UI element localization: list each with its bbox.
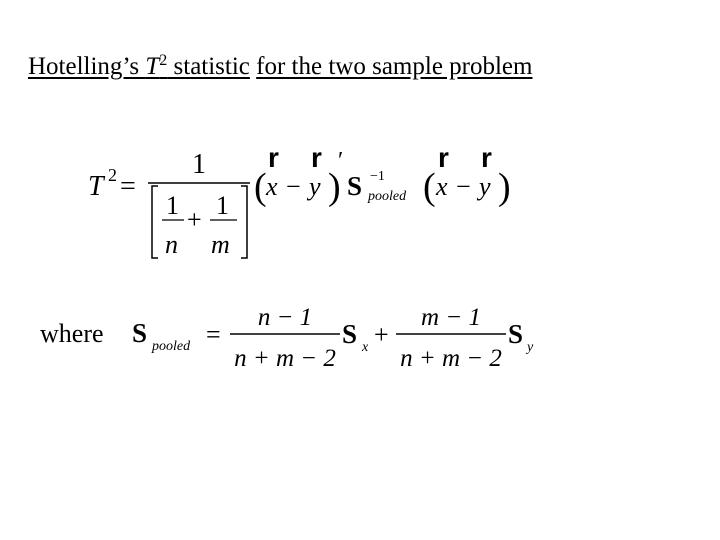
eq1-left-paren: ( [254,166,267,208]
equation-s-pooled [40,304,534,372]
eq2-S-x: S [342,319,358,349]
title-prefix: Hotelling’s [28,53,146,80]
eq1-right-bracket [241,186,247,258]
eq1-y: y [309,172,321,201]
eq1-equals: = [120,171,136,202]
eq1-minus-2: − [456,172,471,201]
title-superscript: 2 [159,52,168,69]
eq2-S: S [132,318,148,348]
eq2-pooled-subscript: pooled [152,339,191,354]
eq2-subscript-x: x [362,340,369,355]
eq1-pooled-subscript: pooled [368,189,407,204]
eq1-arrow-x: r [268,142,279,173]
eq1-one-b: 1 [216,191,229,220]
eq1-lhs-sup: 2 [108,165,117,185]
eq2-numerator-1: n − 1 [257,304,313,331]
eq2-where: where [40,319,104,348]
eq2-denominator-2: n + m − 2 [400,345,502,372]
eq1-one-a: 1 [166,191,179,220]
title-T: T [145,53,160,80]
eq1-left-bracket [152,186,158,258]
equation-t2 [88,142,511,259]
eq2-denominator-1: n + m − 2 [234,345,336,372]
eq2-S-y: S [508,319,524,349]
eq1-plus: + [187,205,202,234]
eq1-arrow-x-2: r [438,142,449,173]
eq1-lhs-T: T [88,171,104,202]
eq2-subscript-y: y [527,340,534,355]
title-statistic-word: statistic [167,53,250,80]
eq1-x-2: x [436,172,448,201]
eq1-S: S [347,171,363,201]
eq1-left-paren-2: ( [423,166,436,208]
eq1-right-paren-2: ) [498,166,511,208]
eq2-equals: = [206,320,221,349]
eq1-y-2: y [479,172,491,201]
eq1-minus: − [286,172,301,201]
eq1-n: n [165,230,178,259]
eq1-inverse: −1 [370,169,385,184]
eq1-x: x [266,172,278,201]
eq2-plus: + [374,320,389,349]
eq1-m: m [211,230,230,259]
eq1-arrow-y-2: r [481,142,492,173]
eq1-prime: ′ [338,148,344,174]
eq1-numerator-one: 1 [192,149,206,180]
title-rest: for the two sample problem [256,53,533,80]
eq1-arrow-y: r [311,142,322,173]
eq2-numerator-2: m − 1 [421,304,481,331]
eq1-right-paren: ) [328,166,341,208]
